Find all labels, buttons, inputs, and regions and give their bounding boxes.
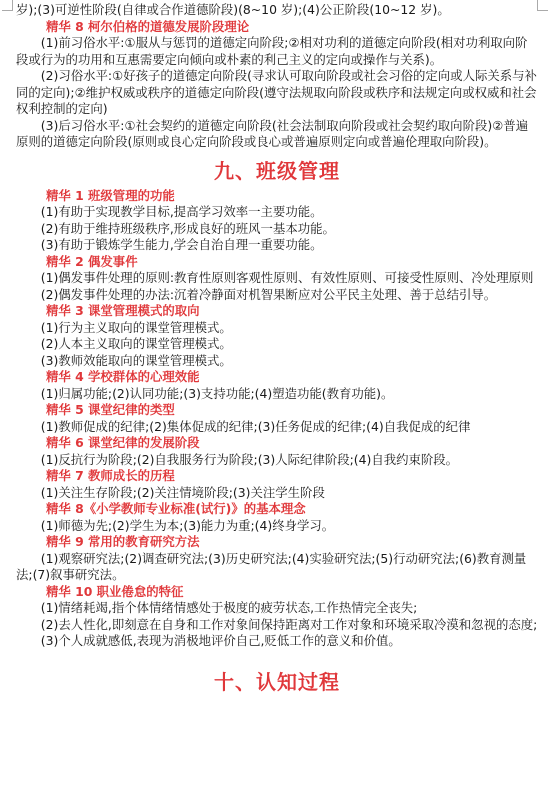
paragraph: (1)关注生存阶段;(2)关注情境阶段;(3)关注学生阶段	[40, 484, 325, 500]
section-heading-j10: 精华 10 职业倦怠的特征	[46, 583, 184, 599]
chapter-title: 九、班级管理	[214, 158, 340, 183]
paragraph: (1)前习俗水平:①服从与惩罚的道德定向阶段;②相对功利的道德定向阶段(相对功利取向阶段或行为的功用和互惠需要定向倾向或朴素的利己主义的定向或操作与关系)。	[16, 35, 528, 67]
list-item: (1)行为主义取向的课堂管理模式。	[40, 319, 232, 335]
section-heading-j3: 精华 3 课堂管理模式的取向	[46, 303, 200, 318]
list-item: (3)教师效能取向的课堂管理模式。	[40, 352, 232, 368]
paragraph: (1)反抗行为阶段;(2)自我服务行为阶段;(3)人际纪律阶段;(4)自我约束阶段。	[40, 451, 459, 467]
paragraph: (2)去人性化,即刻意在自身和工作对象间保持距离对工作对象和环境采取冷漠和忽视的态度;	[40, 616, 538, 632]
page-corner-mark-left	[2, 0, 13, 11]
page-corner-mark-right	[537, 0, 548, 11]
section-heading-j9: 精华 9 常用的教育研究方法	[46, 534, 200, 549]
section-heading-j5: 精华 5 课堂纪律的类型	[46, 402, 175, 417]
section-heading-j6: 精华 6 课堂纪律的发展阶段	[46, 435, 200, 450]
section-heading-j2: 精华 2 偶发事件	[46, 253, 138, 269]
section-heading-j4: 精华 4 学校群体的心理效能	[46, 369, 200, 384]
paragraph: (1)归属功能;(2)认同功能;(3)支持功能;(4)塑造功能(教育功能)。	[40, 385, 394, 401]
list-item: (1)有助于实现教学目标,提高学习效率一主要功能。	[40, 204, 323, 219]
list-item: (2)有助于维持班级秩序,形成良好的班风一基本功能。	[40, 220, 335, 236]
list-item: (2)人本主义取向的课堂管理模式。	[40, 336, 232, 351]
section-heading-j7: 精华 7 教师成长的历程	[46, 468, 175, 483]
section-heading-j8: 精华 8《小学教师专业标准(试行)》的基本理念	[46, 501, 306, 516]
section-heading-k8: 精华 8 柯尔伯格的道德发展阶段理论	[46, 18, 250, 34]
paragraph: (2)习俗水平:①好孩子的道德定向阶段(寻求认可取向阶段或社会习俗的定向或人际关系与补同的定向);②维护权威或秩序的道德定向阶段(遵守法规取向阶段或秩序和法规定向或权威和社会权利控制的定向)	[16, 68, 537, 116]
paragraph: (3)后习俗水平:①社会契约的道德定向阶段(社会法制取向阶段或社会契约取向阶段)②普遍原则的道德定向阶段(原则或良心定向阶段或良心或普遍原则定向或普遍伦理取向阶段)。	[16, 117, 529, 149]
paragraph: (1)偶发事件处理的原则:教育性原则客观性原则、有效性原则、可接受性原则、冷处理原则	[40, 270, 534, 285]
paragraph: (1)情绪耗竭,指个体情绪情感处于极度的疲劳状态,工作热情完全丧失;	[40, 600, 418, 615]
paragraph: (1)教师促成的纪律;(2)集体促成的纪律;(3)任务促成的纪律;(4)自我促成的纪律	[40, 418, 471, 434]
paragraph: (1)师德为先;(2)学生为本;(3)能力为重;(4)终身学习。	[40, 517, 335, 533]
continuation-text: 岁);(3)可逆性阶段(自律或合作道德阶段)(8~10 岁);(4)公正阶段(10~12 岁)。	[16, 2, 450, 17]
paragraph: (2)偶发事件处理的办法:沉着冷静面对机智果断应对公平民主处理、善于总结引导。	[40, 286, 497, 302]
chapter-title: 十、认知过程	[214, 669, 340, 694]
paragraph: (3)个人成就感低,表现为消极地评价自己,贬低工作的意义和价值。	[40, 633, 401, 648]
paragraph: (1)观察研究法;(2)调查研究法;(3)历史研究法;(4)实验研究法;(5)行动研究法;(6)教育测量法;(7)叙事研究法。	[16, 550, 527, 582]
list-item: (3)有助于锻炼学生能力,学会自治自理一重要功能。	[40, 237, 323, 252]
section-heading-j1: 精华 1 班级管理的功能	[46, 187, 175, 203]
